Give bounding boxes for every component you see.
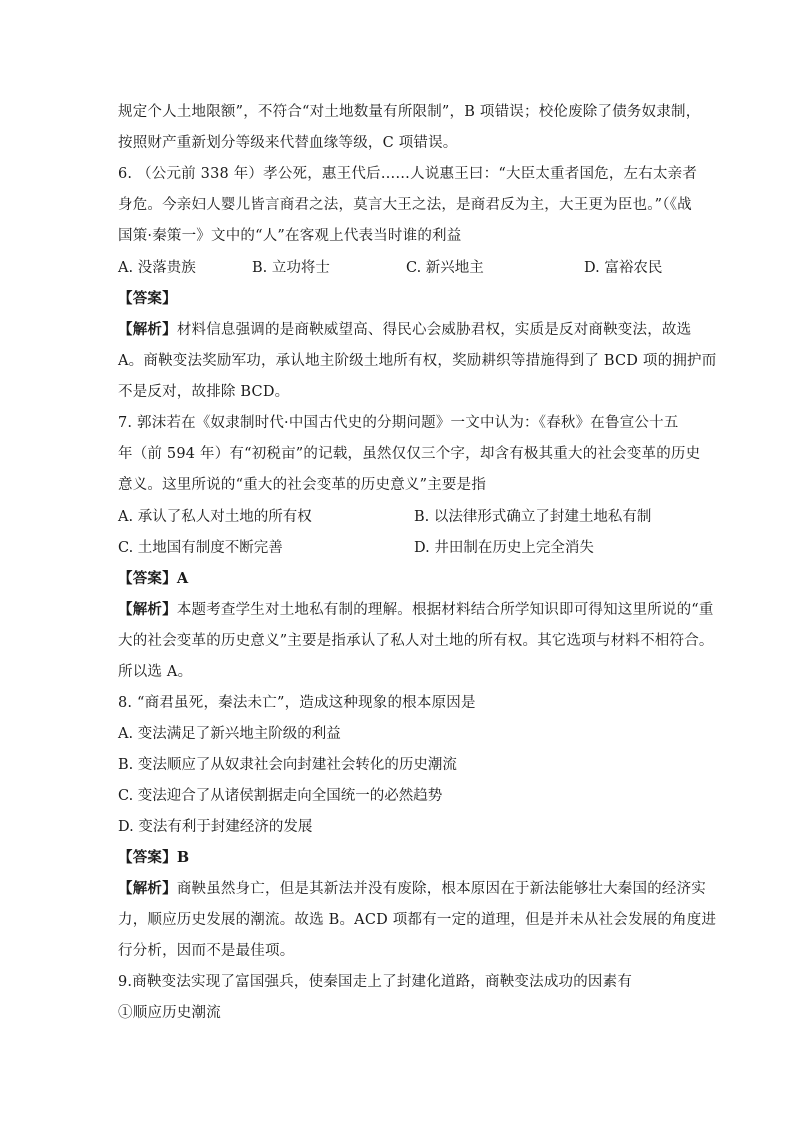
analysis-label: 【解析】: [118, 601, 177, 618]
question-7-option-a: A. 承认了私人对土地的所有权: [118, 509, 312, 525]
question-6-stem: 国策·秦策一》文中的“人”在客观上代表当时谁的利益: [118, 228, 462, 244]
analysis-label: 【解析】: [118, 880, 177, 897]
analysis-label: 【解析】: [118, 321, 177, 338]
question-6-answer: [118, 289, 177, 309]
question-8-answer: [118, 848, 189, 868]
text-line: 规定个人土地限额”，不符合“对土地数量有所限制”，B 项错误；校伦废除了债务奴隶制，: [118, 104, 701, 120]
question-8-option-d: D. 变法有利于封建经济的发展: [118, 819, 313, 835]
answer-value: A: [176, 570, 189, 587]
question-6-option-c: C. 新兴地主: [406, 260, 484, 276]
question-6-option-a: A. 没落贵族: [118, 260, 196, 276]
question-8-option-b: B. 变法顺应了从奴隶社会向封建社会转化的历史潮流: [118, 757, 457, 773]
question-6-option-b: B. 立功将士: [252, 260, 330, 276]
analysis-text: 材料信息强调的是商鞅威望高、得民心会威胁君权，实质是反对商鞅变法，故选: [176, 322, 692, 338]
question-6-stem: 6. （公元前 338 年）孝公死，惠王代后……人说惠王曰：“大臣太重者国危，左右太亲者: [118, 166, 698, 182]
question-7-option-c: C. 土地国有制度不断完善: [118, 540, 283, 556]
question-8-option-c: C. 变法迎合了从诸侯割据走向全国统一的必然趋势: [118, 788, 443, 804]
answer-label: 【答案】: [118, 570, 177, 587]
question-8-stem: 8. “商君虽死，秦法未亡”，造成这种现象的根本原因是: [118, 695, 476, 711]
answer-label: 【答案】: [118, 290, 177, 307]
question-7-stem: 7. 郭沫若在《奴隶制时代·中国古代史的分期问题》一文中认为：《春秋》在鲁宣公十五: [118, 415, 679, 431]
question-7-analysis: 大的社会变革的历史意义”主要是指承认了私人对土地的所有权。其它选项与材料不相符合。: [118, 633, 714, 649]
answer-label: 【答案】: [118, 849, 177, 866]
question-6-analysis: 不是反对，故排除 BCD。: [118, 384, 290, 400]
analysis-text: 本题考查学生对土地私有制的理解。根据材料结合所学知识即可得知这里所说的“重: [176, 602, 714, 618]
question-7-option-b: B. 以法律形式确立了封建土地私有制: [414, 509, 652, 525]
question-8-analysis: 行分析，因而不是最佳项。: [118, 943, 295, 959]
question-8-option-a: A. 变法满足了新兴地主阶级的利益: [118, 726, 341, 742]
question-7-stem: 意义。这里所说的“重大的社会变革的历史意义”主要是指: [118, 477, 487, 493]
question-7-answer: [118, 569, 188, 589]
question-7-option-d: D. 井田制在历史上完全消失: [414, 540, 594, 556]
question-7-analysis: [118, 600, 714, 620]
question-8-analysis: [118, 879, 706, 899]
answer-value: B: [176, 849, 190, 866]
question-9-item: ①顺应历史潮流: [118, 1005, 221, 1021]
question-7-stem: 年（前 594 年）有“初税亩”的记载，虽然仅仅三个字，却含有极其重大的社会变革的历史: [118, 446, 701, 462]
question-6-stem: 身危。今亲妇人婴儿皆言商君之法，莫言大王之法，是商君反为主，大王更为臣也。”（《战: [118, 197, 692, 213]
question-6-analysis: [118, 320, 691, 340]
question-9-stem: 9.商鞅变法实现了富国强兵，使秦国走上了封建化道路，商鞅变法成功的因素有: [118, 974, 633, 990]
question-6-option-d: D. 富裕农民: [584, 260, 663, 276]
question-8-analysis: 力，顺应历史发展的潮流。故选 B。ACD 项都有一定的道理，但是并未从社会发展的角度进: [118, 912, 717, 928]
analysis-text: 商鞅虽然身亡，但是其新法并没有废除，根本原因在于新法能够壮大秦国的经济实: [176, 881, 707, 897]
question-6-analysis: A。商鞅变法奖励军功，承认地主阶级土地所有权，奖励耕织等措施得到了 BCD 项的拥护而: [118, 353, 717, 369]
question-7-analysis: 所以选 A。: [118, 664, 193, 680]
text-line: 按照财产重新划分等级来代替血缘等级，C 项错误。: [118, 135, 458, 151]
